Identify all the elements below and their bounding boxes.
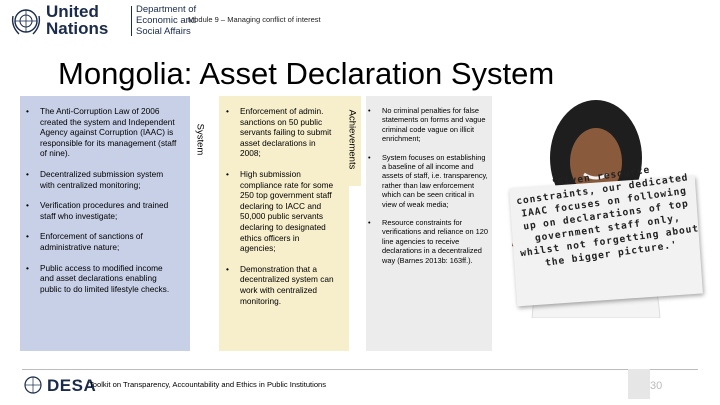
achievements-label-tab (343, 96, 361, 186)
un-name: United Nations (46, 2, 109, 38)
system-label-tab (191, 96, 209, 186)
achievements-label: Achievements (346, 109, 358, 170)
footer-text: Toolkit on Transparency, Accountability and Ethics in Public Institutions (89, 380, 327, 389)
header-divider (131, 6, 132, 36)
list-item: • System focuses on establishing a baseline of all income and assets of staff, i.e. transparency, rather than law enforcement which can be seen critical in view of weak media; (364, 153, 490, 209)
un-emblem-icon (8, 4, 44, 40)
challenges-list (364, 106, 490, 274)
list-item: • Enforcement of admin. sanctions on 50 public servants failing to submit asset declarations in 2008; (222, 106, 334, 159)
list-item: • Public access to modified income and asset declarations enabling public to do limited lifestyle checks. (22, 263, 178, 295)
list-item: • Enforcement of sanctions of administrative nature; (22, 231, 178, 252)
quote-text: 'Given resource constraints, our dedicated IAAC focuses on following up on declarations of top government staff only, whilst not forgetting about the bigger picture.' (515, 164, 700, 269)
list-item: • High submission compliance rate for some 250 top government staff declaring to IACC and 50,000 public servants declaring to designated ethics officers in agencies; (222, 169, 334, 254)
list-item: • Resource constraints for verifications and reliance on 120 line agencies to receive declarations in a decentralized way (Barnes 2013b: 163ff.). (364, 218, 490, 265)
page-number-box (628, 369, 650, 399)
list-item: • Decentralized submission system with centralized monitoring; (22, 169, 178, 190)
un-emblem-icon (22, 374, 44, 396)
module-label: Module 9 – Managing conflict of interest (188, 15, 321, 24)
system-label: System (194, 123, 206, 156)
achievements-list (222, 106, 334, 316)
list-item: • Verification procedures and trained staff who investigate; (22, 200, 178, 221)
department-name: Department of Economic and Social Affairs (136, 4, 197, 37)
list-item: • The Anti-Corruption Law of 2006 created the system and Independent Agency against Corruption (IAAC) is responsible for its management (staff of nine). (22, 106, 178, 159)
page-title: Mongolia: Asset Declaration System (58, 56, 555, 91)
list-item: • Demonstration that a decentralized system can work with centralized monitoring. (222, 264, 334, 306)
footer-divider (22, 369, 698, 370)
page-number: 30 (650, 380, 663, 392)
desa-logo-text: DESA (47, 376, 97, 395)
system-list (22, 106, 178, 304)
list-item: • No criminal penalties for false statements on forms and vague criminal code vague on illicit enrichment; (364, 106, 490, 144)
